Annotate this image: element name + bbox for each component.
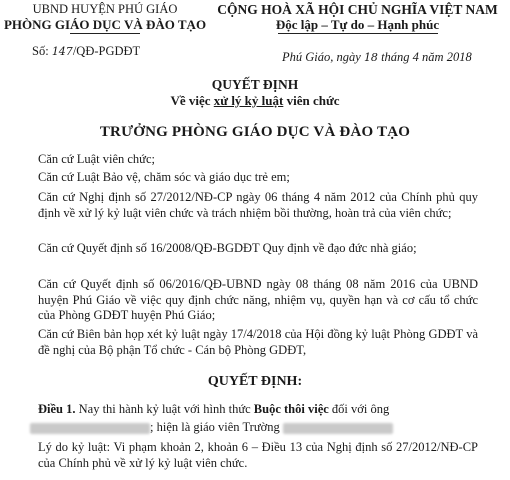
- issuer-underline: [70, 33, 140, 34]
- subject-suffix: viên chức: [283, 93, 340, 108]
- document-number: [32, 44, 140, 59]
- date-prefix: Phú Giáo, ngày: [282, 50, 364, 64]
- basis-3: Căn cứ Nghị định số 27/2012/NĐ-CP ngày 06 tháng 4 năm 2012 của Chính phủ quy định về xử lý kỷ luật viên chức và trách nhiệm bồi thường, hoàn trả của viên chức;: [38, 190, 478, 220]
- discipline-form: Buộc thôi việc: [253, 402, 329, 416]
- redacted-name: [30, 423, 150, 434]
- ref-prefix: Số:: [32, 44, 52, 58]
- subject-prefix: Về việc: [170, 93, 214, 108]
- issuing-authority: TRƯỞNG PHÒNG GIÁO DỤC VÀ ĐÀO TẠO: [99, 124, 411, 140]
- article-text-a: Nay thi hành kỷ luật với hình thức: [75, 402, 254, 416]
- basis-5: Căn cứ Quyết định số 06/2016/QĐ-UBND ngày 08 tháng 08 năm 2016 của UBND huyện Phú Giáo về việc quy định chức năng, nhiệm vụ, quyền hạn và cơ cấu tổ chức của Phòng GDĐT huyện Phú Giáo;: [38, 277, 478, 322]
- article-text-b: đối với ông: [328, 402, 390, 416]
- basis-2: Căn cứ Luật Bảo vệ, chăm sóc và giáo dục trẻ em;: [38, 170, 290, 184]
- basis-6: Căn cứ Biên bản họp xét kỷ luật ngày 17/4/2018 của Hội đồng kỷ luật Phòng GDĐT và đề nghị của Bộ phận Tổ chức - Cán bộ Phòng GDĐT,: [38, 327, 478, 357]
- ref-number-handwritten: 147: [51, 45, 73, 58]
- issuer-parent: UBND HUYỆN PHÚ GIÁO: [32, 2, 178, 16]
- decision-heading: QUYẾT ĐỊNH:: [207, 374, 303, 389]
- issuer-block: [0, 2, 210, 34]
- motto-underline: [278, 33, 438, 34]
- issue-date: [282, 50, 472, 65]
- national-header: [205, 2, 510, 34]
- motto: Độc lập – Tự do – Hạnh phúc: [275, 17, 440, 32]
- ref-suffix: /QĐ-PGDĐT: [72, 44, 141, 58]
- article-label: Điều 1.: [38, 402, 76, 416]
- basis-4: Căn cứ Quyết định số 16/2008/QĐ-BGDĐT Quy định về đạo đức nhà giáo;: [38, 241, 417, 255]
- article-text-c: ; hiện là giáo viên Trường: [150, 420, 280, 434]
- article-1: [38, 402, 478, 418]
- country-name: CỘNG HOÀ XÃ HỘI CHỦ NGHĨA VIỆT NAM: [217, 2, 498, 17]
- document-title: QUYẾT ĐỊNH: [211, 77, 299, 92]
- article-1-reason: Lý do kỷ luật: Vi phạm khoản 2, khoản 6 – Điều 13 của Nghị định số 27/2012/NĐ-CP của Chính phủ về xử lý kỷ luật viên chức.: [38, 440, 478, 470]
- document-subject: [0, 93, 510, 109]
- subject-underlined: xử lý kỷ luật: [213, 93, 284, 108]
- date-suffix: tháng 4 năm 2018: [377, 50, 472, 64]
- issuer-name: PHÒNG GIÁO DỤC VÀ ĐÀO TẠO: [3, 17, 207, 32]
- basis-1: Căn cứ Luật viên chức;: [38, 152, 155, 166]
- day-handwritten: 18: [363, 51, 378, 64]
- redacted-school: [283, 423, 393, 434]
- article-1-line2: [30, 420, 470, 436]
